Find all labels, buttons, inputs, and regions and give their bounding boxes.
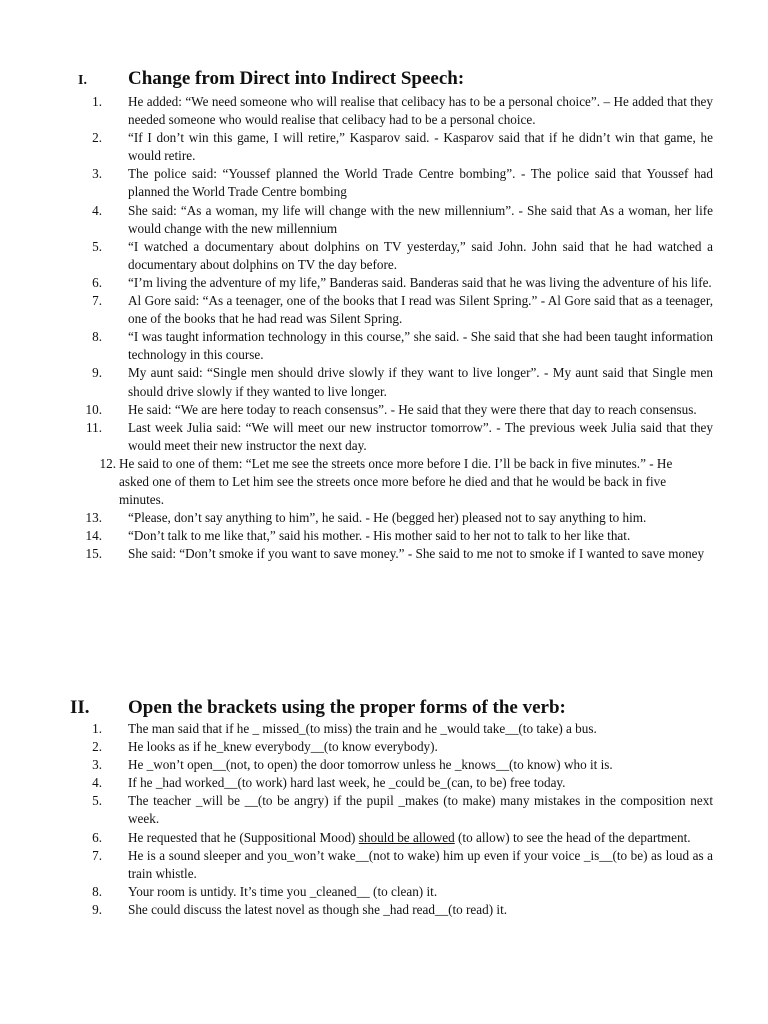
list-item xyxy=(0,883,768,901)
list-item xyxy=(0,756,768,774)
item-text: If he _had worked__(to work) hard last week, he _could be_(can, to be) free today. xyxy=(128,775,566,791)
item-number: 2. xyxy=(92,739,102,755)
item-number: 3. xyxy=(92,166,102,182)
item-text: “I was taught information technology in this course,” she said. - She said that she had been taught information technology in this course. xyxy=(128,329,713,363)
list-item xyxy=(0,202,768,238)
item-text-post: (to allow) to see the head of the department. xyxy=(454,829,691,845)
item-text: Al Gore said: “As a teenager, one of the books that I read was Silent Spring.” - Al Gore said that as a teenager, one of the books that he had read was Silent Spring. xyxy=(128,293,713,327)
item-number: 13. xyxy=(85,510,102,526)
item-number: 2. xyxy=(92,130,102,146)
list-item xyxy=(0,401,768,419)
list-item xyxy=(0,720,768,738)
item-number: 7. xyxy=(92,293,102,309)
section-2-heading xyxy=(70,697,566,719)
list-item xyxy=(0,238,768,274)
item-text: He is a sound sleeper and you_won’t wake__(not to wake) him up even if your voice _is__(to be) as loud as a train whistle. xyxy=(128,847,713,881)
section-2-list xyxy=(0,720,768,919)
list-item xyxy=(0,419,768,455)
item-text: She said: “As a woman, my life will change with the new millennium”. - She said that As a woman, her life would change with the new millennium xyxy=(128,202,713,236)
section-1-number: I. xyxy=(78,73,87,88)
item-text xyxy=(128,829,713,847)
item-number: 4. xyxy=(92,775,102,791)
item-number: 4. xyxy=(92,202,102,218)
section-1-heading xyxy=(78,68,464,90)
item-text: “Don’t talk to me like that,” said his mother. - His mother said to her not to talk to her like that. xyxy=(128,528,631,544)
list-item xyxy=(0,292,768,328)
list-item xyxy=(0,274,768,292)
item-text: “Please, don’t say anything to him”, he said. - He (begged her) pleased not to say anything to him. xyxy=(128,510,647,526)
item-text: She said: “Don’t smoke if you want to save money.” - She said to me not to smoke if I wanted to save money xyxy=(128,546,705,562)
item-number: 12. xyxy=(99,455,116,471)
item-text: He _won’t open__(not, to open) the door tomorrow unless he _knows__(to know) who it is. xyxy=(128,757,613,773)
item-number: 9. xyxy=(92,365,102,381)
item-number: 6. xyxy=(92,829,102,845)
list-item xyxy=(0,129,768,165)
list-item xyxy=(0,829,768,847)
underlined-answer: should be allowed xyxy=(358,829,455,845)
list-item xyxy=(0,165,768,201)
item-text: Last week Julia said: “We will meet our new instructor tomorrow”. - The previous week Julia said that they would meet their new instructor the next day. xyxy=(128,419,713,453)
item-text: “I watched a documentary about dolphins on TV yesterday,” said John. John said that he had watched a documentary about dolphins on TV the day before. xyxy=(128,238,713,272)
item-number: 14. xyxy=(85,528,102,544)
item-text: She could discuss the latest novel as though she _had read__(to read) it. xyxy=(128,901,508,917)
list-item xyxy=(0,545,768,563)
list-item xyxy=(0,455,768,509)
item-text: He looks as if he_knew everybody__(to know everybody). xyxy=(128,739,438,755)
item-number: 10. xyxy=(85,401,102,417)
item-text: He said to one of them: “Let me see the streets once more before I die. I’ll be back in five minutes.” - He asked one of them to Let him see the streets once more before he died and that he would be back in five minutes. xyxy=(119,455,673,508)
section-1-list xyxy=(0,93,768,563)
list-item xyxy=(0,93,768,129)
section-2-title: Open the brackets using the proper forms of the verb: xyxy=(128,697,566,718)
section-2-number: II. xyxy=(70,697,90,718)
item-number: 9. xyxy=(92,901,102,917)
list-item xyxy=(0,738,768,756)
list-item xyxy=(0,509,768,527)
item-number: 1. xyxy=(92,721,102,736)
item-number: 15. xyxy=(85,546,102,562)
item-number: 11. xyxy=(86,419,102,435)
item-text: Your room is untidy. It’s time you _cleaned__ (to clean) it. xyxy=(128,883,438,899)
item-text: The man said that if he _ missed_(to miss) the train and he _would take__(to take) a bus. xyxy=(128,721,597,736)
item-number: 1. xyxy=(92,94,102,109)
item-text: “If I don’t win this game, I will retire,” Kasparov said. - Kasparov said that if he didn’t win that game, he would retire. xyxy=(128,130,713,164)
item-number: 8. xyxy=(92,329,102,345)
list-item xyxy=(0,847,768,883)
list-item xyxy=(0,527,768,545)
item-text: The police said: “Youssef planned the World Trade Centre bombing”. - The police said that Youssef had planned the World Trade Centre bombing xyxy=(128,166,713,200)
list-item xyxy=(0,901,768,919)
item-number: 3. xyxy=(92,757,102,773)
list-item xyxy=(0,328,768,364)
item-number: 8. xyxy=(92,883,102,899)
item-number: 7. xyxy=(92,847,102,863)
item-text: He said: “We are here today to reach consensus”. - He said that they were there that day to reach consensus. xyxy=(128,401,697,417)
section-1-title: Change from Direct into Indirect Speech: xyxy=(128,68,465,89)
list-item xyxy=(0,792,768,828)
item-number: 6. xyxy=(92,274,102,290)
list-item xyxy=(0,364,768,400)
item-text: My aunt said: “Single men should drive slowly if they want to live longer”. - My aunt said that Single men should drive slowly if they wanted to live longer. xyxy=(128,365,713,399)
item-text: “I’m living the adventure of my life,” Banderas said. Banderas said that he was living the adventure of his life. xyxy=(128,274,712,290)
item-number: 5. xyxy=(92,238,102,254)
item-text: He added: “We need someone who will realise that celibacy has to be a personal choice”. – He added that they needed someone who would realise that celibacy had to be a personal choice. xyxy=(128,94,713,128)
item-text: The teacher _will be __(to be angry) if the pupil _makes (to make) many mistakes in the composition next week. xyxy=(128,793,713,827)
item-number: 5. xyxy=(92,793,102,809)
item-text-pre: He requested that he (Suppositional Mood) xyxy=(128,829,359,845)
list-item xyxy=(0,774,768,792)
